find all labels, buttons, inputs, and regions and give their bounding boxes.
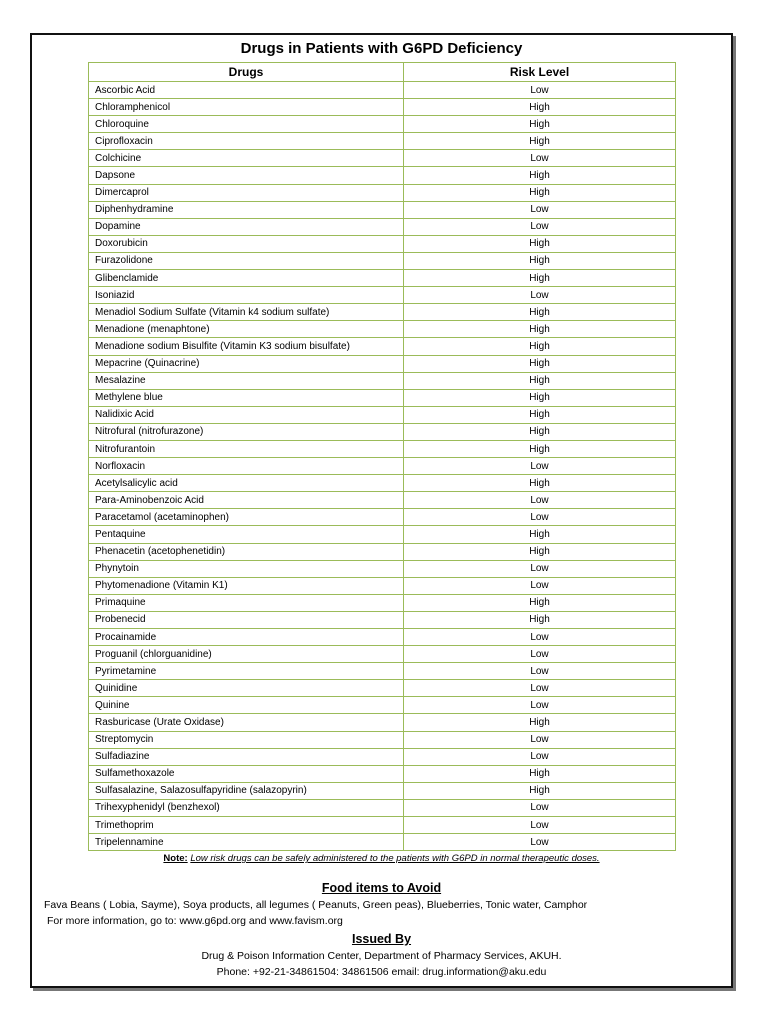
risk-level-cell: High <box>404 116 676 133</box>
table-row <box>89 252 676 269</box>
table-row <box>89 834 676 851</box>
risk-level-cell: Low <box>404 646 676 663</box>
risk-level-cell: Low <box>404 629 676 646</box>
risk-level-cell: Low <box>404 799 676 816</box>
risk-level-cell: High <box>404 526 676 543</box>
risk-level-cell: Low <box>404 509 676 526</box>
risk-level-cell: Low <box>404 287 676 304</box>
risk-level-cell: High <box>404 765 676 782</box>
risk-level-cell: High <box>404 611 676 628</box>
drug-name-cell: Nalidixic Acid <box>89 406 404 423</box>
table-row <box>89 406 676 423</box>
table-row <box>89 782 676 799</box>
table-row <box>89 526 676 543</box>
drug-name-cell: Glibenclamide <box>89 270 404 287</box>
risk-level-cell: Low <box>404 680 676 697</box>
drug-name-cell: Sulfasalazine, Salazosulfapyridine (salazopyrin) <box>89 782 404 799</box>
table-row <box>89 372 676 389</box>
table-row <box>89 99 676 116</box>
note-label: Note: <box>163 853 188 864</box>
drug-name-cell: Primaquine <box>89 594 404 611</box>
table-row <box>89 629 676 646</box>
table-row <box>89 440 676 457</box>
drug-name-cell: Sulfadiazine <box>89 748 404 765</box>
more-info-text: For more information, go to: www.g6pd.org and www.favism.org <box>47 915 343 927</box>
table-row <box>89 82 676 99</box>
table-row <box>89 611 676 628</box>
risk-level-cell: Low <box>404 697 676 714</box>
table-row <box>89 646 676 663</box>
risk-level-cell: Low <box>404 731 676 748</box>
table-body <box>89 82 676 851</box>
column-header-risk-level: Risk Level <box>404 63 676 82</box>
table-row <box>89 475 676 492</box>
drug-name-cell: Menadione sodium Bisulfite (Vitamin K3 sodium bisulfate) <box>89 338 404 355</box>
drug-name-cell: Proguanil (chlorguanidine) <box>89 646 404 663</box>
table-row <box>89 201 676 218</box>
risk-level-cell: High <box>404 304 676 321</box>
table-row <box>89 748 676 765</box>
drug-name-cell: Chloramphenicol <box>89 99 404 116</box>
drug-name-cell: Trihexyphenidyl (benzhexol) <box>89 799 404 816</box>
table-row <box>89 167 676 184</box>
drug-name-cell: Dimercaprol <box>89 184 404 201</box>
page-title: Drugs in Patients with G6PD Deficiency <box>240 40 523 57</box>
document-page <box>30 33 733 988</box>
risk-level-cell: High <box>404 338 676 355</box>
table-row <box>89 697 676 714</box>
risk-level-cell: Low <box>404 560 676 577</box>
drug-name-cell: Diphenhydramine <box>89 201 404 218</box>
risk-level-cell: High <box>404 372 676 389</box>
food-heading: Food items to Avoid <box>321 881 442 895</box>
table-row <box>89 731 676 748</box>
drug-name-cell: Phytomenadione (Vitamin K1) <box>89 577 404 594</box>
risk-level-cell: High <box>404 321 676 338</box>
drug-name-cell: Procainamide <box>89 629 404 646</box>
drug-name-cell: Para-Aminobenzoic Acid <box>89 492 404 509</box>
drug-name-cell: Paracetamol (acetaminophen) <box>89 509 404 526</box>
risk-level-cell: High <box>404 235 676 252</box>
drug-name-cell: Mesalazine <box>89 372 404 389</box>
drug-name-cell: Pentaquine <box>89 526 404 543</box>
drug-name-cell: Sulfamethoxazole <box>89 765 404 782</box>
drug-name-cell: Phenacetin (acetophenetidin) <box>89 543 404 560</box>
drug-name-cell: Ascorbic Acid <box>89 82 404 99</box>
table-row <box>89 184 676 201</box>
table-row <box>89 287 676 304</box>
risk-level-cell: Low <box>404 817 676 834</box>
risk-level-cell: High <box>404 252 676 269</box>
drug-name-cell: Tripelennamine <box>89 834 404 851</box>
drug-name-cell: Menadione (menaphtone) <box>89 321 404 338</box>
table-row <box>89 270 676 287</box>
table-row <box>89 594 676 611</box>
drug-name-cell: Dopamine <box>89 218 404 235</box>
risk-level-cell: High <box>404 133 676 150</box>
table-row <box>89 338 676 355</box>
drug-name-cell: Mepacrine (Quinacrine) <box>89 355 404 372</box>
drug-name-cell: Colchicine <box>89 150 404 167</box>
table-row <box>89 577 676 594</box>
risk-level-cell: High <box>404 406 676 423</box>
table-row <box>89 389 676 406</box>
drug-name-cell: Pyrimetamine <box>89 663 404 680</box>
table-row <box>89 492 676 509</box>
drug-name-cell: Furazolidone <box>89 252 404 269</box>
risk-level-cell: High <box>404 389 676 406</box>
drug-name-cell: Isoniazid <box>89 287 404 304</box>
risk-level-cell: Low <box>404 834 676 851</box>
risk-level-cell: High <box>404 270 676 287</box>
drug-name-cell: Menadiol Sodium Sulfate (Vitamin k4 sodium sulfate) <box>89 304 404 321</box>
table-row <box>89 560 676 577</box>
drug-name-cell: Phynytoin <box>89 560 404 577</box>
drug-name-cell: Trimethoprim <box>89 817 404 834</box>
table-row <box>89 458 676 475</box>
table-row <box>89 304 676 321</box>
table-row <box>89 817 676 834</box>
risk-level-cell: Low <box>404 458 676 475</box>
table-row <box>89 423 676 440</box>
note <box>32 853 731 864</box>
risk-level-cell: High <box>404 167 676 184</box>
risk-level-cell: Low <box>404 218 676 235</box>
table-row <box>89 133 676 150</box>
table-row <box>89 116 676 133</box>
table-row <box>89 765 676 782</box>
risk-level-cell: High <box>404 440 676 457</box>
table-row <box>89 321 676 338</box>
issued-by-heading: Issued By <box>351 932 412 946</box>
risk-level-cell: High <box>404 475 676 492</box>
risk-level-cell: Low <box>404 201 676 218</box>
risk-level-cell: Low <box>404 150 676 167</box>
risk-level-cell: Low <box>404 577 676 594</box>
drug-name-cell: Norfloxacin <box>89 458 404 475</box>
table-row <box>89 218 676 235</box>
risk-level-cell: High <box>404 543 676 560</box>
food-items-text: Fava Beans ( Lobia, Sayme), Soya products, all legumes ( Peanuts, Green peas), Blueberries, Tonic water, Camphor <box>44 899 588 911</box>
contact-text: Phone: +92-21-34861504: 34861506 email: drug.information@aku.edu <box>216 966 547 978</box>
risk-level-cell: Low <box>404 748 676 765</box>
issuer-text: Drug & Poison Information Center, Department of Pharmacy Services, AKUH. <box>201 950 562 962</box>
table-row <box>89 663 676 680</box>
drug-name-cell: Methylene blue <box>89 389 404 406</box>
risk-level-cell: Low <box>404 663 676 680</box>
risk-level-cell: High <box>404 184 676 201</box>
note-text: Low risk drugs can be safely administered to the patients with G6PD in normal therapeutic doses. <box>190 853 600 864</box>
risk-level-cell: High <box>404 423 676 440</box>
drug-name-cell: Streptomycin <box>89 731 404 748</box>
table-row <box>89 543 676 560</box>
table-row <box>89 235 676 252</box>
table-row <box>89 680 676 697</box>
table-row <box>89 714 676 731</box>
risk-level-cell: Low <box>404 492 676 509</box>
risk-level-cell: High <box>404 99 676 116</box>
drug-name-cell: Chloroquine <box>89 116 404 133</box>
column-header-drugs: Drugs <box>89 63 404 82</box>
risk-level-cell: High <box>404 355 676 372</box>
table-row <box>89 355 676 372</box>
table-row <box>89 799 676 816</box>
table-header-row <box>89 63 676 82</box>
drug-name-cell: Acetylsalicylic acid <box>89 475 404 492</box>
drug-name-cell: Ciprofloxacin <box>89 133 404 150</box>
drug-name-cell: Doxorubicin <box>89 235 404 252</box>
risk-level-cell: High <box>404 594 676 611</box>
drug-name-cell: Quinidine <box>89 680 404 697</box>
drug-name-cell: Rasburicase (Urate Oxidase) <box>89 714 404 731</box>
drug-name-cell: Nitrofural (nitrofurazone) <box>89 423 404 440</box>
drug-name-cell: Nitrofurantoin <box>89 440 404 457</box>
drug-risk-table <box>88 62 676 851</box>
drug-name-cell: Quinine <box>89 697 404 714</box>
table-row <box>89 150 676 167</box>
risk-level-cell: High <box>404 782 676 799</box>
risk-level-cell: Low <box>404 82 676 99</box>
table-row <box>89 509 676 526</box>
drug-name-cell: Dapsone <box>89 167 404 184</box>
risk-level-cell: High <box>404 714 676 731</box>
drug-name-cell: Probenecid <box>89 611 404 628</box>
